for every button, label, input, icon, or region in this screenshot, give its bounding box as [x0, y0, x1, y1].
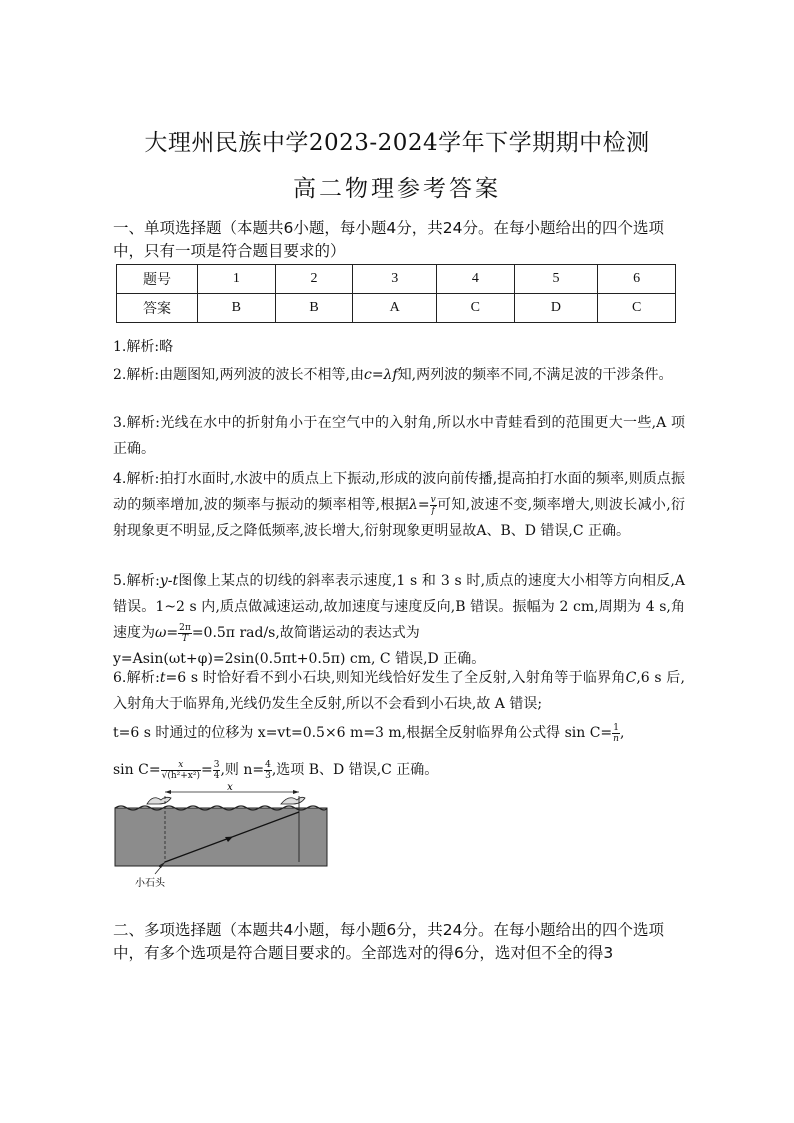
x-arrow-left — [165, 790, 171, 794]
x-arrow-right — [293, 790, 299, 794]
table-row-numbers — [117, 265, 676, 294]
table-header-answer: 答案 — [117, 294, 198, 323]
refraction-diagram — [113, 782, 329, 894]
table-cell: A — [353, 294, 437, 323]
table-cell: B — [275, 294, 353, 323]
table-row-answers — [117, 294, 676, 323]
table-cell: 1 — [198, 265, 276, 294]
table-cell: D — [514, 294, 598, 323]
table-cell: C — [436, 294, 514, 323]
explanation-6: 6.解析:t=6 s 时恰好看不到小石块,则知光线恰好发生了全反射,入射角等于临界角C,6 s 后,入射角大于临界角,光线仍发生全反射,所以不会看到小石块,故 A 错误; — [113, 670, 685, 712]
x-label: x — [227, 782, 233, 793]
table-header-number: 题号 — [117, 265, 198, 294]
table-cell: B — [198, 294, 276, 323]
section2-heading: 二、多项选择题（本题共4小题，每小题6分，共24分。在每小题给出的四个选项中，有多个选项是符合题目要求的。全部选对的得6分，选对但不全的得3 — [113, 921, 664, 962]
section1-heading: 一、单项选择题（本题共6小题，每小题4分，共24分。在每小题给出的四个选项中，只有一项是符合题目要求的） — [113, 219, 664, 260]
explanation-6-line2: t=6 s 时通过的位移为 x=vt=0.5×6 m=3 m,根据全反射临界角公式得 sin C= $\frac{1}{n}$ , — [113, 722, 625, 744]
answer-key-title: 高二物理参考答案 — [293, 176, 501, 202]
table-cell: 4 — [436, 265, 514, 294]
explanation-4: 4.解析:拍打水面时,水波中的质点上下振动,形成的波向前传播,提高拍打水面的频率,则质点振动的频率增加,波的频率与振动的频率相等,根据λ= $\frac{v}{f}$ 可知,波速不变,频率增大,则波长减小,衍射现象更不明显,反之降低频率,波长增大,衍射现象更明显故A、B、D 错误,C 正确。 — [113, 471, 685, 539]
answer-table — [116, 264, 676, 323]
table-cell: 3 — [353, 265, 437, 294]
table-cell: 6 — [598, 265, 676, 294]
table-cell: C — [598, 294, 676, 323]
exam-title: 大理州民族中学2023-2024学年下学期期中检测 — [144, 130, 650, 156]
explanation-6-line3: sin C= $\frac{x}{\text{√(h²+x²)}}$ = $\frac{3}{4}$ ,则 n= $\frac{4}{3}$ ,选项 B、D 错误,C 正确。 — [113, 759, 439, 781]
explanation-2: 2.解析:由题图知,两列波的波长不相等,由c=λf知,两列波的频率不同,不满足波的干涉条件。 — [113, 367, 673, 383]
water-body — [115, 808, 327, 866]
explanation-5: 5.解析:y-t图像上某点的切线的斜率表示速度,1 s 和 3 s 时,质点的速度大小相等方向相反,A 错误。1~2 s 内,质点做减速运动,故加速度与速度反向,B 错误。振幅为 2 cm,周期为 4 s,角速度为ω= $\frac{2\pi}{T}$ =0.5π rad/s,故简谐运动的表达式为 y=Asin(ωt+φ)=2sin(0.5πt+0.5π) cm, C 错误,D 正确。 — [113, 573, 685, 667]
stone-label: 小石头 — [135, 878, 165, 889]
explanation-3: 3.解析:光线在水中的折射角小于在空气中的入射角,所以水中青蛙看到的范围更大一些,A 项正确。 — [113, 415, 685, 457]
table-cell: 2 — [275, 265, 353, 294]
swimmer-left — [147, 797, 171, 804]
swimmer-right — [281, 797, 305, 804]
explanation-1: 1.解析:略 — [113, 339, 174, 355]
table-cell: 5 — [514, 265, 598, 294]
